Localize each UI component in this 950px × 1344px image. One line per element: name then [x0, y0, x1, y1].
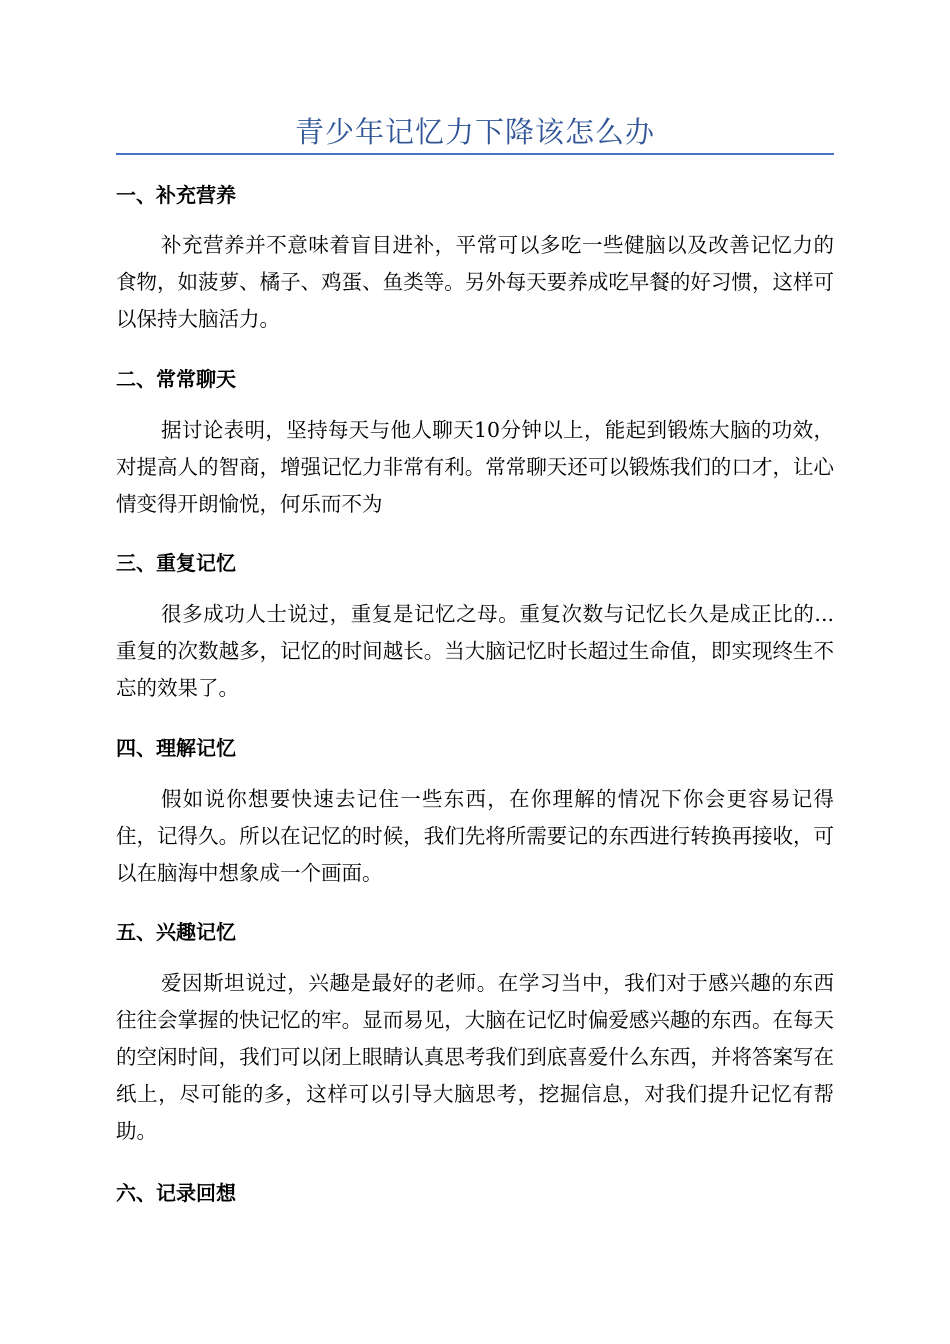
page-title: 青少年记忆力下降该怎么办: [294, 115, 655, 149]
section-heading-5: 五、兴趣记忆: [116, 920, 236, 944]
section-body-4: 假如说你想要快速去记住一些东西，在你理解的情况下你会更容易记得住，记得久。所以在记忆的时候，我们先将所需要记的东西进行转换再接收，可以在脑海中想象成一个画面。: [116, 787, 834, 885]
section-heading-6: 六、记录回想: [116, 1181, 236, 1205]
section-body-2: 据讨论表明，坚持每天与他人聊天10分钟以上，能起到锻炼大脑的功效，对提高人的智商，增强记忆力非常有利。常常聊天还可以锻炼我们的口才，让心情变得开朗愉悦，何乐而不为: [116, 418, 834, 516]
section-heading-1: 一、补充营养: [116, 183, 236, 207]
section-body-5: 爱因斯坦说过，兴趣是最好的老师。在学习当中，我们对于感兴趣的东西往往会掌握的快记忆的牢。显而易见，大脑在记忆时偏爱感兴趣的东西。在每天的空闲时间，我们可以闭上眼睛认真思考我们到底喜爱什么东西，并将答案写在纸上，尽可能的多，这样可以引导大脑思考，挖掘信息，对我们提升记忆有帮助。: [116, 971, 834, 1143]
title-underline: [116, 153, 834, 155]
section-heading-3: 三、重复记忆: [116, 551, 236, 575]
section-heading-2: 二、常常聊天: [116, 367, 236, 391]
section-heading-4: 四、理解记忆: [116, 736, 236, 760]
section-body-1: 补充营养并不意味着盲目进补，平常可以多吃一些健脑以及改善记忆力的食物，如菠萝、橘子、鸡蛋、鱼类等。另外每天要养成吃早餐的好习惯，这样可以保持大脑活力。: [116, 233, 834, 331]
section-body-3: 很多成功人士说过，重复是记忆之母。重复次数与记忆长久是成正比的...重复的次数越多，记忆的时间越长。当大脑记忆时长超过生命值，即实现终生不忘的效果了。: [116, 602, 834, 700]
